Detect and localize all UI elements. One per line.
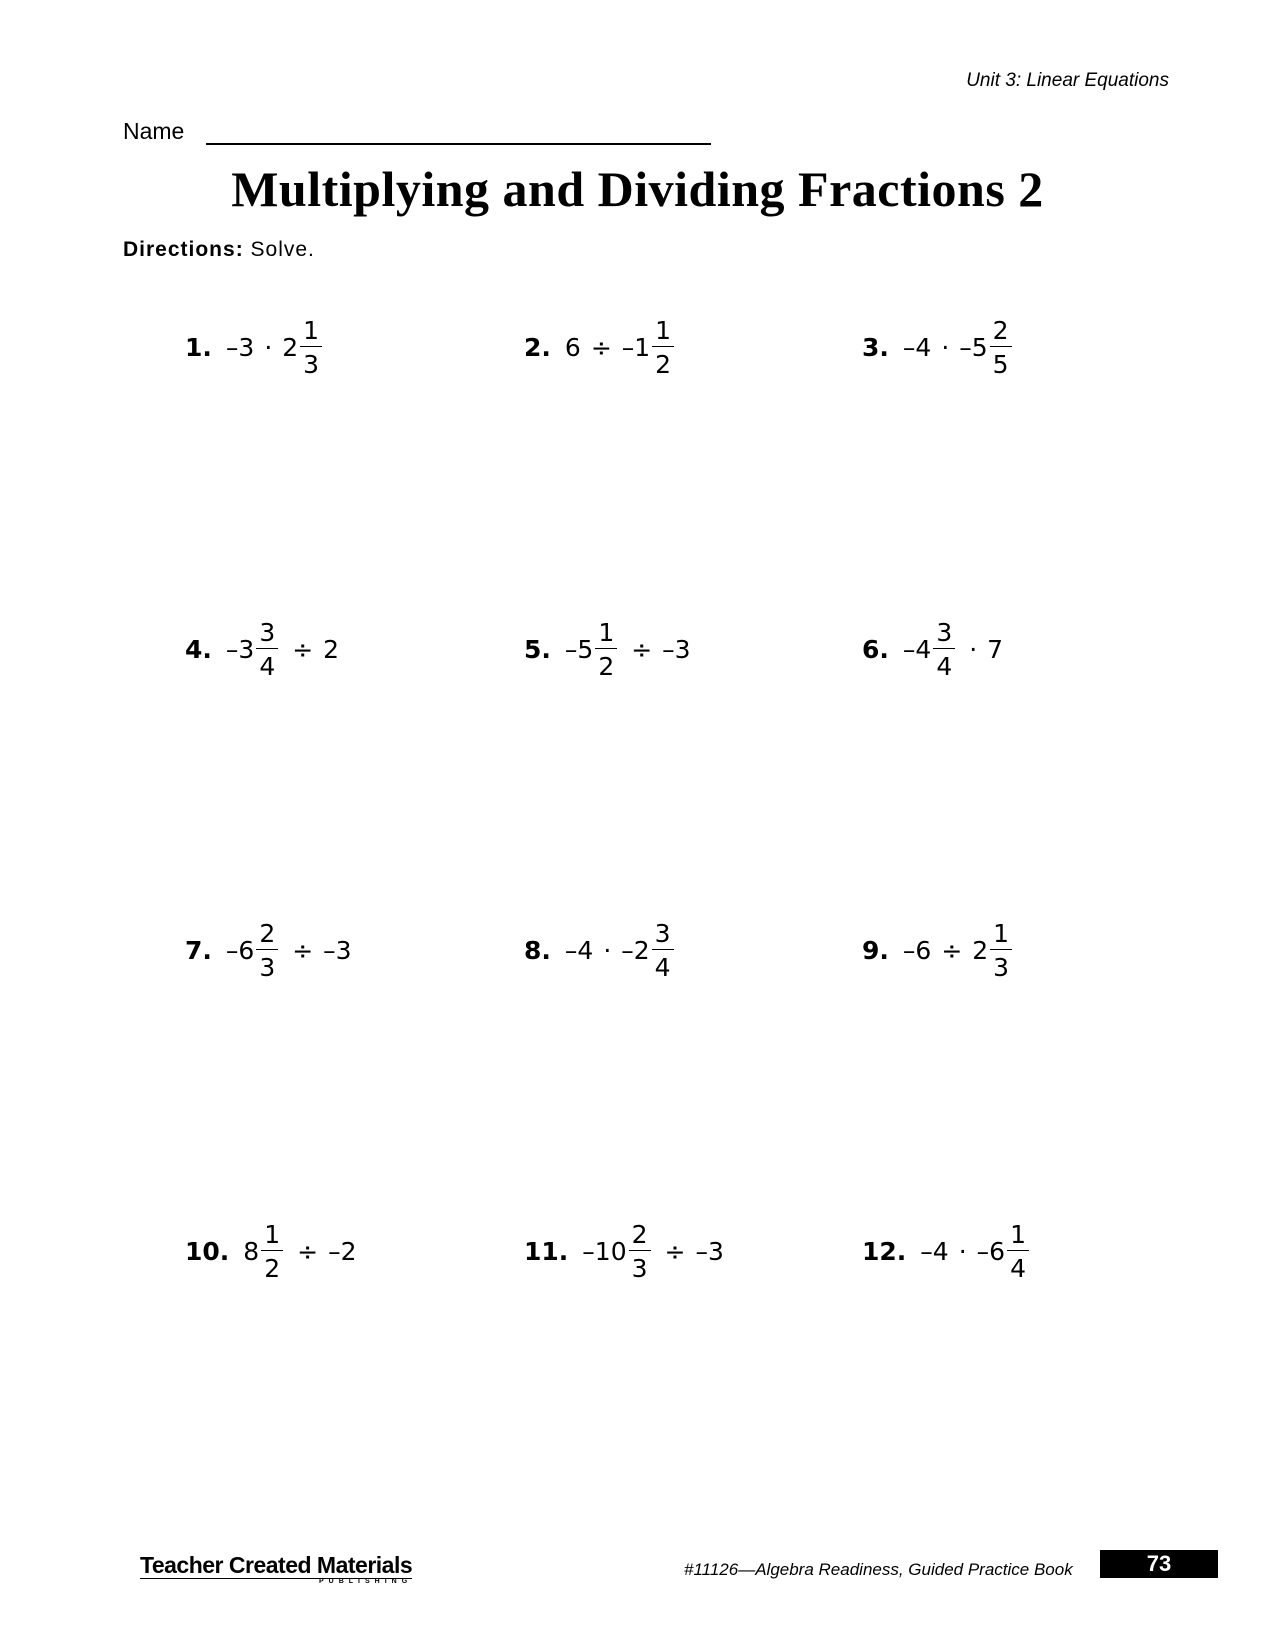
- operand: –4: [902, 333, 932, 362]
- operator: ÷: [941, 936, 963, 965]
- operand: –3: [695, 1237, 724, 1266]
- name-field: [123, 118, 711, 145]
- operand: –4: [564, 936, 594, 965]
- problem-12: [862, 1222, 1033, 1281]
- denominator: 3: [303, 350, 320, 379]
- publisher-sub: PUBLISHING: [318, 1578, 413, 1585]
- denominator: 4: [1010, 1254, 1026, 1283]
- denominator: 3: [259, 953, 276, 982]
- numerator: 3: [256, 620, 278, 649]
- whole-part: 2: [282, 333, 299, 362]
- problem-6: [862, 620, 1003, 679]
- numerator: 2: [256, 921, 278, 950]
- problem-number: 6.: [862, 635, 889, 664]
- problem-10: [185, 1222, 356, 1281]
- whole-part: –3: [225, 635, 255, 664]
- name-label: Name: [123, 118, 185, 144]
- problem-8: [524, 921, 678, 980]
- denominator: 4: [936, 652, 953, 681]
- problem-number: 1.: [185, 333, 212, 362]
- denominator: 4: [259, 652, 276, 681]
- numerator: 1: [595, 620, 617, 649]
- problem-3: [862, 318, 1016, 377]
- fraction: [990, 318, 1012, 377]
- fraction: [595, 620, 617, 679]
- whole-part: –6: [976, 1237, 1006, 1266]
- fraction: [652, 921, 674, 980]
- publisher-logo: [140, 1552, 413, 1585]
- fraction: [261, 1222, 283, 1281]
- operand: 6: [564, 333, 581, 362]
- denominator: 5: [992, 350, 1009, 379]
- operand: 7: [987, 635, 1004, 664]
- page-number: 73: [1100, 1550, 1218, 1578]
- directions-text: Solve.: [250, 238, 315, 261]
- numerator: 1: [261, 1222, 283, 1251]
- operand: –3: [225, 333, 255, 362]
- denominator: 4: [654, 953, 671, 982]
- operator: ÷: [292, 635, 314, 664]
- name-line: [206, 121, 711, 145]
- operator: ·: [603, 936, 612, 965]
- directions: [123, 238, 315, 262]
- operator: ÷: [664, 1237, 686, 1266]
- operand: –6: [902, 936, 932, 965]
- whole-part: 2: [972, 936, 989, 965]
- problem-number: 12.: [862, 1237, 907, 1266]
- whole-part: –6: [225, 936, 255, 965]
- fraction: [629, 1222, 651, 1281]
- operator: ·: [958, 1237, 967, 1266]
- problem-11: [524, 1222, 724, 1281]
- operator: ·: [969, 635, 978, 664]
- problem-1: [185, 318, 326, 377]
- problem-number: 5.: [524, 635, 551, 664]
- numerator: 1: [300, 318, 322, 347]
- operand: –4: [920, 1237, 949, 1266]
- whole-part: –2: [621, 936, 650, 965]
- numerator: 1: [1007, 1222, 1029, 1251]
- problem-2: [524, 318, 678, 377]
- fraction: [933, 620, 955, 679]
- problem-number: 10.: [185, 1237, 230, 1266]
- problem-7: [185, 921, 352, 980]
- denominator: 3: [631, 1254, 648, 1283]
- numerator: 2: [629, 1222, 651, 1251]
- numerator: 3: [652, 921, 674, 950]
- fraction: [256, 620, 278, 679]
- whole-part: –5: [564, 635, 594, 664]
- problem-number: 9.: [862, 936, 889, 965]
- numerator: 2: [990, 318, 1012, 347]
- problem-number: 11.: [524, 1237, 569, 1266]
- problem-number: 2.: [524, 333, 551, 362]
- problem-number: 8.: [524, 936, 551, 965]
- fraction: [1007, 1222, 1029, 1281]
- problem-number: 7.: [185, 936, 212, 965]
- operator: ÷: [297, 1237, 319, 1266]
- fraction: [990, 921, 1012, 980]
- operator: ÷: [590, 333, 612, 362]
- unit-header: Unit 3: Linear Equations: [966, 70, 1169, 91]
- whole-part: 8: [243, 1237, 260, 1266]
- problem-number: 3.: [862, 333, 889, 362]
- operand: –2: [328, 1237, 357, 1266]
- denominator: 2: [655, 350, 672, 379]
- numerator: 1: [652, 318, 674, 347]
- denominator: 2: [264, 1254, 281, 1283]
- directions-label: Directions:: [123, 238, 244, 261]
- denominator: 3: [993, 953, 1010, 982]
- fraction: [256, 921, 278, 980]
- operator: ÷: [631, 635, 653, 664]
- whole-part: –1: [621, 333, 651, 362]
- publisher-name: Teacher Created Materials: [140, 1552, 413, 1578]
- denominator: 2: [598, 652, 615, 681]
- operator: ·: [264, 333, 273, 362]
- problem-4: [185, 620, 339, 679]
- operand: –3: [662, 635, 691, 664]
- problem-number: 4.: [185, 635, 212, 664]
- numerator: 1: [990, 921, 1012, 950]
- fraction: [300, 318, 322, 377]
- operator: ·: [941, 333, 950, 362]
- whole-part: –10: [582, 1237, 627, 1266]
- page-title: Multiplying and Dividing Fractions 2: [231, 161, 1044, 217]
- numerator: 3: [933, 620, 955, 649]
- whole-part: –5: [959, 333, 988, 362]
- problem-9: [862, 921, 1016, 980]
- operand: –3: [323, 936, 352, 965]
- operand: 2: [323, 635, 340, 664]
- operator: ÷: [292, 936, 314, 965]
- book-reference: #11126—Algebra Readiness, Guided Practice Book: [684, 1560, 1073, 1579]
- fraction: [652, 318, 674, 377]
- problem-5: [524, 620, 691, 679]
- whole-part: –4: [902, 635, 932, 664]
